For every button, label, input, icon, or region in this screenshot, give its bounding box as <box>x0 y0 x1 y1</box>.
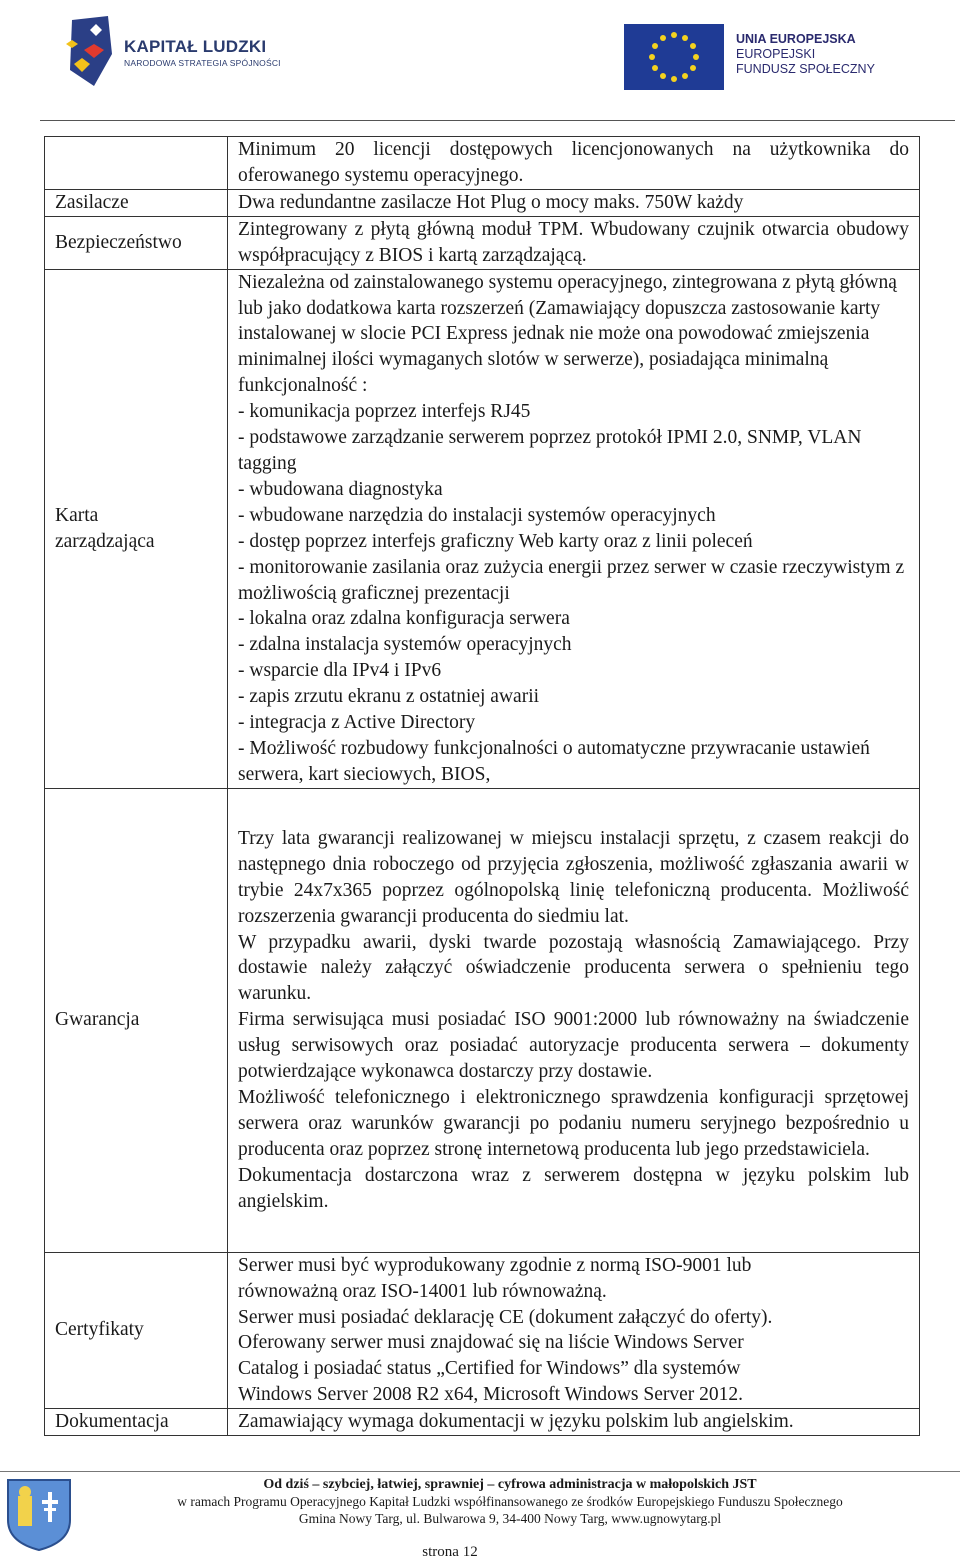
page-header <box>0 0 960 120</box>
row-content <box>228 269 920 788</box>
row-label-line: Karta <box>55 504 99 526</box>
row-label: Gwarancja <box>45 788 228 1252</box>
row-content-text: Dokumentacja dostarczona wraz z serwerem dostępna w języku polskim lub angielskim. <box>238 1164 909 1212</box>
list-item: - wbudowana diagnostyka <box>238 478 443 500</box>
footer-line3: Gmina Nowy Targ, ul. Bulwarowa 9, 34-400 Nowy Targ, www.ugnowytarg.pl <box>298 1511 722 1526</box>
row-content-text: W przypadku awarii, dyski twarde pozostają własnością Zamawiającego. Przy dostawie należy załączyć oświadczenie producenta serwera o spełnieniu tego warunku. <box>238 931 909 1005</box>
footer-text <box>100 1476 920 1527</box>
row-content <box>228 1409 920 1436</box>
table-row <box>45 137 920 190</box>
kapital-ludzki-wordmark <box>124 38 281 68</box>
list-item: - zdalna instalacja systemów operacyjnych <box>238 634 572 656</box>
eu-flag-icon <box>624 24 724 90</box>
list-item: - wsparcie dla IPv4 i IPv6 <box>238 660 442 682</box>
row-content-text: Dwa redundantne zasilacze Hot Plug o mocy maks. 750W każdy <box>238 191 744 213</box>
row-content <box>228 1252 920 1408</box>
row-content-text: Zamawiający wymaga dokumentacji w języku polskim lub angielskim. <box>238 1411 794 1433</box>
footer-rule <box>0 1471 960 1472</box>
row-content <box>228 137 920 190</box>
row-content-line: Serwer musi być wyprodukowany zgodnie z normą ISO-9001 lub <box>238 1254 752 1276</box>
row-content <box>228 189 920 216</box>
row-label <box>45 269 228 788</box>
row-content-text: Możliwość telefonicznego i elektronicznego sprawdzenia konfiguracji sprzętowej serwera oraz warunków gwarancji po podaniu numeru seryjnego bezpośrednio u producenta oraz poprzez stronę internetową producenta lub jego przedstawiciela. <box>238 1087 909 1160</box>
specification-table <box>44 136 920 1436</box>
row-content-line: Catalog i posiadać status „Certified for Windows” dla systemów <box>238 1358 741 1380</box>
list-item: - podstawowe zarządzanie serwerem poprzez protokół IPMI 2.0, SNMP, VLAN tagging <box>238 427 862 474</box>
row-content <box>228 788 920 1252</box>
list-item: - wbudowane narzędzia do instalacji systemów operacyjnych <box>238 504 716 526</box>
kl-subtitle: NARODOWA STRATEGIA SPÓJNOŚCI <box>124 58 281 68</box>
eu-line1: UNIA EUROPEJSKA <box>736 32 856 46</box>
list-item: - Możliwość rozbudowy funkcjonalności o automatyczne przywracanie ustawień serwera, kart sieciowych, BIOS, <box>238 737 870 785</box>
row-label: Bezpieczeństwo <box>45 216 228 269</box>
footer-line2: w ramach Programu Operacyjnego Kapitał Ludzki współfinansowanego ze środków Europejskiego Funduszu Społecznego <box>177 1494 843 1509</box>
row-content-line: Oferowany serwer musi znajdować się na liście Windows Server <box>238 1332 744 1354</box>
footer-line1: Od dziś – szybciej, łatwiej, sprawniej – cyfrowa administracja w małopolskich JST <box>263 1477 757 1492</box>
row-content-text: Trzy lata gwarancji realizowanej w miejscu instalacji sprzętu, z czasem reakcji do następnego dnia roboczego od przyjęcia zgłoszenia, możliwość zgłaszania awarii w trybie 24x7x365 poprzez ogólnopolską linię telefoniczną producenta. Możliwość rozszerzenia gwarancji producenta do siedmiu lat. <box>238 827 909 927</box>
table-row <box>45 1252 920 1408</box>
list-item: - komunikacja poprzez interfejs RJ45 <box>238 401 531 423</box>
row-content-line: równoważną oraz ISO-14001 lub równoważną. <box>238 1280 607 1302</box>
table-row <box>45 1409 920 1436</box>
row-content-text: Minimum 20 licencji dostępowych licencjonowanych na użytkownika do oferowanego systemu operacyjnego. <box>238 139 909 186</box>
row-content-line: Windows Server 2008 R2 x64, Microsoft Windows Server 2012. <box>238 1384 744 1406</box>
row-label: Certyfikaty <box>45 1252 228 1408</box>
row-label <box>45 137 228 190</box>
coat-of-arms-icon <box>4 1476 74 1552</box>
list-item: - lokalna oraz zdalna konfiguracja serwera <box>238 608 570 630</box>
table-row <box>45 788 920 1252</box>
row-label: Zasilacze <box>45 189 228 216</box>
row-content-text: Zintegrowany z płytą główną moduł TPM. Wbudowany czujnik otwarcia obudowy współpracujący z BIOS i kartą zarządzającą. <box>238 218 909 266</box>
eu-wordmark <box>736 32 875 77</box>
header-rule <box>40 120 955 121</box>
eu-line2: EUROPEJSKI <box>736 47 816 61</box>
list-item: - dostęp poprzez interfejs graficzny Web karty oraz z linii poleceń <box>238 530 753 552</box>
list-item: - zapis zrzutu ekranu z ostatniej awarii <box>238 686 540 708</box>
eu-line3: FUNDUSZ SPOŁECZNY <box>736 62 875 76</box>
list-item: - integracja z Active Directory <box>238 712 476 734</box>
row-content <box>228 216 920 269</box>
row-label: Dokumentacja <box>45 1409 228 1436</box>
row-label-line: zarządzająca <box>55 530 155 552</box>
kl-title: KAPITAŁ LUDZKI <box>124 37 267 56</box>
row-content-line: Serwer musi posiadać deklarację CE (dokument załączyć do oferty). <box>238 1306 773 1328</box>
row-content-text: Firma serwisująca musi posiadać ISO 9001:2000 lub równoważny na świadczenie usług serwisowych oraz posiadać autoryzacje producenta serwera – dokumenty potwierdzające wykonawca dostarczy przy dostawie. <box>238 1009 909 1083</box>
page-number: strona 12 <box>422 1544 478 1560</box>
row-content-intro: Niezależna od zainstalowanego systemu operacyjnego, zintegrowana z płytą główną lub jako dodatkowa karta rozszerzeń (Zamawiający dopuszcza zastosowanie karty instalowanej w slocie PCI Express jednak nie może ona powodować zmiejszenia minimalnej ilości wymaganych slotów w serwerze), posiadająca minimalną funkcjonalność : <box>238 271 897 397</box>
table-row <box>45 216 920 269</box>
list-item: - monitorowanie zasilania oraz zużycia energii przez serwer w czasie rzeczywistym z możliwością graficznej prezentacji <box>238 556 905 604</box>
table-row <box>45 269 920 788</box>
table-row <box>45 189 920 216</box>
